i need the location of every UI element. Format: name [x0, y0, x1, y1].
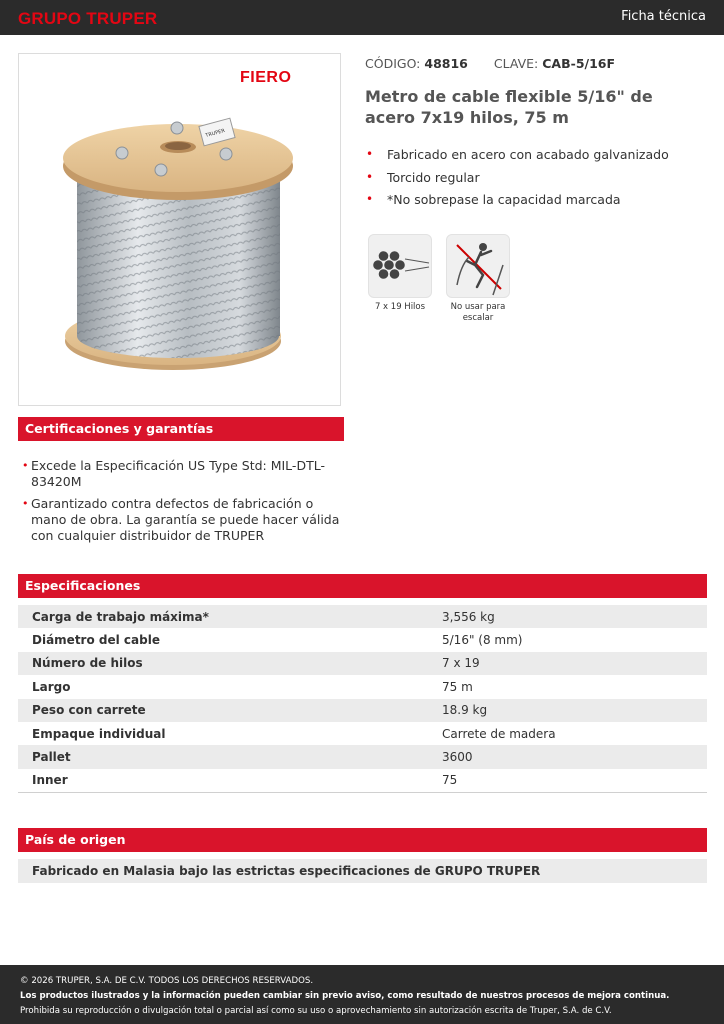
- table-row: Peso con carrete 18.9 kg: [18, 699, 707, 722]
- no-climbing-icon-caption: No usar para escalar: [450, 302, 506, 323]
- spool-label-text: TRUPER: [204, 128, 226, 139]
- product-image-frame: [18, 53, 341, 406]
- feature-list: [366, 146, 669, 214]
- table-row: Número de hilos 7 x 19: [18, 652, 707, 675]
- bullet-icon: •: [366, 147, 374, 161]
- feature-item: • Torcido regular: [366, 169, 480, 185]
- bullet-icon: •: [22, 459, 29, 472]
- product-title: Metro de cable flexible 5/16" de acero 7x19 hilos, 75 m: [365, 87, 653, 127]
- footer: [0, 965, 724, 1024]
- disclaimer-text: Los productos ilustrados y la información pueden cambiar sin previo aviso, como resultado de nuestros procesos de mejora continua.: [20, 991, 670, 1001]
- table-row: Diámetro del cable 5/16" (8 mm): [32, 633, 523, 648]
- bullet-icon: •: [22, 497, 29, 510]
- brand-logo: GRUPO TRUPER: [18, 9, 158, 28]
- table-row: Empaque individual Carrete de madera: [32, 726, 556, 741]
- product-code: 48816: [424, 56, 468, 71]
- table-row: Pallet 3600: [18, 745, 707, 768]
- certification-item: • Excede la Especificación US Type Std: MIL-DTL-83420M: [22, 458, 325, 489]
- table-row: Largo 75 m: [32, 679, 473, 694]
- strands-icon-caption: 7 x 19 Hilos: [374, 302, 426, 312]
- certifications-header: Certificaciones y garantías: [18, 417, 344, 441]
- bullet-icon: •: [366, 192, 374, 206]
- top-bar: [0, 0, 724, 35]
- cable-spool-image: [19, 54, 342, 407]
- origin-text: Fabricado en Malasia bajo las estrictas especificaciones de GRUPO TRUPER: [18, 859, 707, 883]
- table-row: Carga de trabajo máxima* 3,556 kg: [18, 605, 707, 628]
- specifications-header: Especificaciones: [18, 574, 707, 598]
- specifications-table: [18, 605, 707, 792]
- table-divider: [18, 792, 707, 793]
- no-climbing-icon: [446, 234, 510, 298]
- feature-item: • *No sobrepase la capacidad marcada: [366, 192, 621, 207]
- product-key: CAB-5/16F: [542, 56, 616, 71]
- fiero-logo: FIERO: [240, 69, 292, 86]
- origin-header: País de origen: [18, 828, 707, 852]
- certification-item: • Garantizado contra defectos de fabricación o mano de obra. La garantía se puede hacer válida con cualquier distribuidor de TRUPER: [22, 496, 340, 543]
- table-row: Inner 75: [32, 773, 458, 788]
- code-label: CÓDIGO:: [365, 56, 421, 71]
- bullet-icon: •: [366, 169, 374, 184]
- copyright-text: © 2026 TRUPER, S.A. DE C.V. TODOS LOS DERECHOS RESERVADOS.: [20, 976, 314, 986]
- feature-item: • Fabricado en acero con acabado galvanizado: [366, 147, 669, 162]
- reproduction-notice: Prohibida su reproducción o divulgación total o parcial así como su uso o aprovechamiento sin autorización escrita de Truper, S.A. de C.V.: [20, 1006, 612, 1016]
- product-code-line: [365, 56, 615, 71]
- document-type-label: Ficha técnica: [621, 9, 706, 24]
- certifications-list: [22, 458, 340, 550]
- key-label: CLAVE:: [493, 56, 539, 71]
- strands-7x19-icon: [368, 234, 432, 298]
